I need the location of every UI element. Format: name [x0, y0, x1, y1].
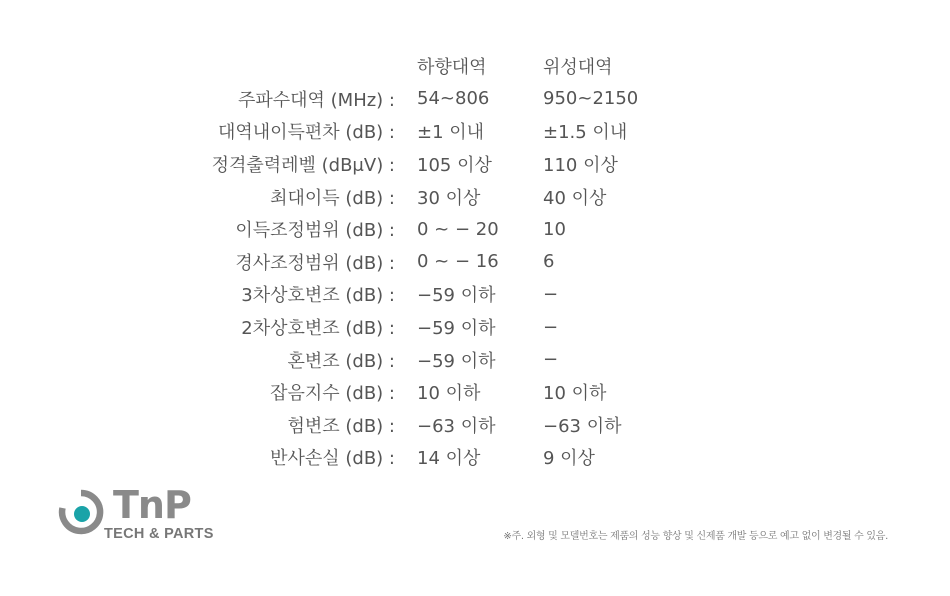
spec-value-downlink: −59 이하 [417, 285, 496, 307]
spec-value-downlink: 0 ~ − 20 [417, 218, 499, 240]
spec-value-satellite: 10 [543, 218, 566, 240]
spec-value-satellite: 6 [543, 251, 555, 273]
spec-label: 대역내이득편차 (dB) : [217, 122, 395, 144]
spec-label: 정격출력레벨 (dBμV) : [211, 155, 395, 177]
spec-label: 최대이득 (dB) : [270, 187, 395, 209]
header-downlink-band: 하향대역 [417, 57, 487, 79]
spec-label: 3차상호변조 (dB) : [241, 285, 395, 307]
spec-label: 반사손실 (dB) : [270, 448, 395, 470]
spec-row [150, 213, 710, 246]
logo-wordmark: TnP [113, 483, 191, 527]
spec-value-downlink: 30 이상 [417, 187, 481, 209]
spec-row [150, 148, 710, 181]
spec-row [150, 409, 710, 442]
spec-row [150, 83, 710, 116]
spec-label: 험변조 (dB) : [287, 415, 395, 437]
spec-row [150, 376, 710, 409]
spec-label: 2차상호변조 (dB) : [241, 318, 395, 340]
spec-value-satellite: −63 이하 [543, 415, 622, 437]
spec-value-satellite: ±1.5 이내 [543, 122, 628, 144]
spec-label: 혼변조 (dB) : [287, 350, 395, 372]
spec-value-downlink: 10 이하 [417, 383, 481, 405]
spec-value-satellite: 950~2150 [543, 88, 639, 110]
spec-label: 잡음지수 (dB) : [270, 383, 395, 405]
spec-row [150, 311, 710, 344]
spec-value-satellite: 110 이상 [543, 155, 618, 177]
logo-circle-icon [58, 489, 104, 535]
spec-value-satellite: 10 이하 [543, 383, 607, 405]
spec-value-downlink: −59 이하 [417, 318, 496, 340]
spec-value-downlink: −63 이하 [417, 415, 496, 437]
spec-label: 주파수대역 (MHz) : [237, 89, 395, 111]
tnp-logo [58, 485, 228, 545]
spec-value-satellite: 9 이상 [543, 448, 595, 470]
spec-value-downlink: 0 ~ − 16 [417, 251, 499, 273]
header-satellite-band: 위성대역 [543, 57, 613, 79]
spec-row [150, 246, 710, 279]
spec-value-downlink: 54~806 [417, 88, 490, 110]
spec-value-satellite: − [543, 283, 559, 305]
logo-subtitle: TECH & PARTS [104, 526, 214, 542]
spec-row [150, 278, 710, 311]
spec-row [150, 115, 710, 148]
spec-rows [150, 83, 710, 474]
spec-value-satellite: − [543, 316, 559, 338]
spec-table [150, 50, 710, 474]
footnote: ※주. 외형 및 모델번호는 제품의 성능 향상 및 신제품 개발 등으로 예고 없이 변경될 수 있음. [503, 531, 888, 542]
spec-row [150, 441, 710, 474]
spec-header-row [150, 50, 710, 83]
spec-row [150, 343, 710, 376]
spec-label: 경사조정범위 (dB) : [235, 252, 395, 274]
spec-label: 이득조정범위 (dB) : [235, 220, 395, 242]
spec-value-downlink: 14 이상 [417, 448, 481, 470]
spec-value-downlink: 105 이상 [417, 155, 492, 177]
spec-value-satellite: 40 이상 [543, 187, 607, 209]
spec-value-satellite: − [543, 349, 559, 371]
spec-value-downlink: ±1 이내 [417, 122, 485, 144]
spec-value-downlink: −59 이하 [417, 350, 496, 372]
spec-row [150, 180, 710, 213]
